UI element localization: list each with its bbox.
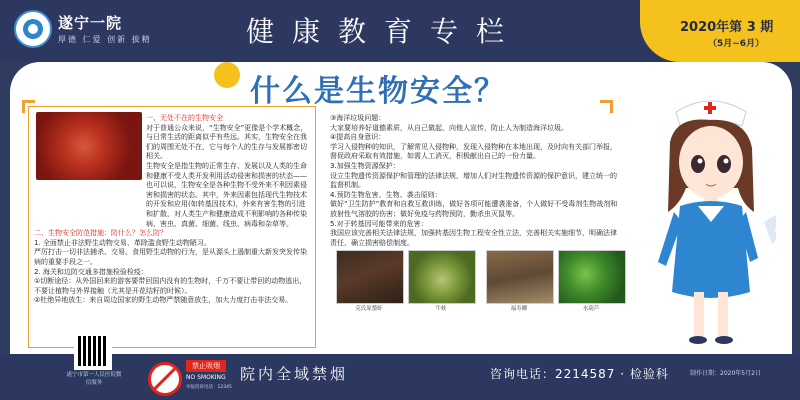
report-hotline: 举报投诉电话：12345 [186,385,232,390]
section-1-heading: 一、无处不在的生物安全 [146,114,223,122]
bullfrog-photo [408,250,476,304]
nurse-illustration [646,92,776,354]
caption-water-hyacinth: 水葫芦 [582,306,600,312]
frame-corner-right [600,100,613,113]
page-title: 什么是生物安全？ [250,74,506,109]
qr-code [74,332,112,370]
smoking-ban-text: 院内全域禁烟 [240,365,349,383]
hospital-motto: 厚德 仁爱 创新 拔精 [58,35,152,44]
apple-snail-photo [486,250,554,304]
section-2-heading: 二、生物安全防范措施：防什么？怎么防？ [34,229,167,238]
item-bio-hazard: 4.预防生物危害、生物、袭击原则： [330,190,442,199]
header-bar [0,0,800,62]
section-2-item-2: 2. 海关和边防交通多措施检验检疫： [34,267,148,276]
no-smoking-label: 禁止吸烟 [186,360,226,372]
item-awareness-body: 学习入侵物种的知识，了解常见入侵物种，发现入侵物种在本地出现，及时向有关部门举报，督促政府采取有效措施，如需人工消灭，积极献出自己的一份力量。 [330,142,617,161]
section-2-item-1-body: 严厉打击一切非法捕杀、交易、食用野生动物的行为，是从源头上遏制重大新发突发传染病的重要手段之一。 [34,248,307,266]
title-dot [214,62,240,88]
hospital-logo [14,10,52,48]
item-gmo: 5.对于转基因可能带来的危害： [330,219,428,228]
issue-badge [640,0,800,62]
qr-caption: 遂宁市第一人民医院微信服务 [66,372,122,386]
item-resource-protection: 3.加强生物资源保护： [330,161,400,170]
section-2-item-2b: ②杜绝异地放生：来自周边国家的野生动物严禁随意放生，加大力度打击非法交易。 [34,296,293,305]
frame-corner-left [22,100,35,113]
item-resource-protection-body: 设立生物遗传资源保护和管理的法律法规，增加人们对生物遗传资源的保护意识，建立统一的监督机制。 [330,171,617,190]
left-column [34,114,310,306]
caption-crayfish: 克氏原螯虾 [355,306,383,312]
section-2-item-1: 1. 全面禁止非法野生动物交易、革除滥食野生动物陋习。 [34,238,211,247]
no-smoking-icon [148,362,182,396]
item-bio-hazard-body: 做好“卫生防护”教育和自救互救训练，做好各项可能遭袭准备，个人做好不受毒剂生物战剂和放射性气溶胶的伤害；做好免疫与药物预防，勤杀虫灭鼠等。 [330,200,618,218]
item-ocean-litter: ③海洋垃圾问题： [330,114,386,122]
caption-bullfrog: 牛蛙 [435,306,447,312]
section-1-intro: 对于普通公众来说，“生物安全”更像是个学术概念，与日常生活的距离似乎有些远。其实，生物安全在我们的周围无处不在，它与每个人的生存与发展都密切相关。 [146,123,308,161]
item-ocean-litter-body: 大家要培养好道德素质，从自己做起，向他人宣传，防止人为制造海洋垃圾。 [330,123,568,132]
caption-apple-snail: 福寿螺 [510,306,528,312]
column-title: 健康教育专栏 [246,15,523,48]
water-hyacinth-photo [558,250,626,304]
item-gmo-body: 我国应该完善相关法律法规，加强转基因生物工程安全性立法，完善相关实施细节，明确法律责任，确立损害赔偿制度。 [330,229,617,247]
right-column [330,114,620,248]
item-awareness: ④提高自身意识： [330,133,386,142]
hospital-name: 遂宁一院 [58,14,123,32]
section-2-item-2a: ①切断途径：从外国回来的游客要带回国内没有的生物时，千万不要让带回的动物逃出，不要让植物与外界接触（尤其是开花结籽的时候）。 [34,277,307,295]
issue-period: （5月~6月） [708,39,765,49]
crayfish-photo [336,250,404,304]
issue-number: 2020年第 3 期 [680,20,774,35]
production-date: 制作日期：2020年5月2日 [690,370,761,377]
section-1-body: 生物安全是指生物的正常生存、发展以及人类的生命和健康不受人类开发利用活动侵害和损害的状态——也可以说，生物安全是各种生物不受外来不利因素侵害和损害的状态。其中，外来因素包括现代生物技术的开发和应用(如转基因技术)，外来有害生物的引进和扩散，对人类生产和健康造成不利影响的各种传染病、害虫、真菌、细菌、线虫、病毒和杂草等。 [146,161,307,228]
no-smoking-english: NO SMOKING [186,374,226,381]
contact-phone: 咨询电话：2214587 · 检验科 [490,367,669,381]
